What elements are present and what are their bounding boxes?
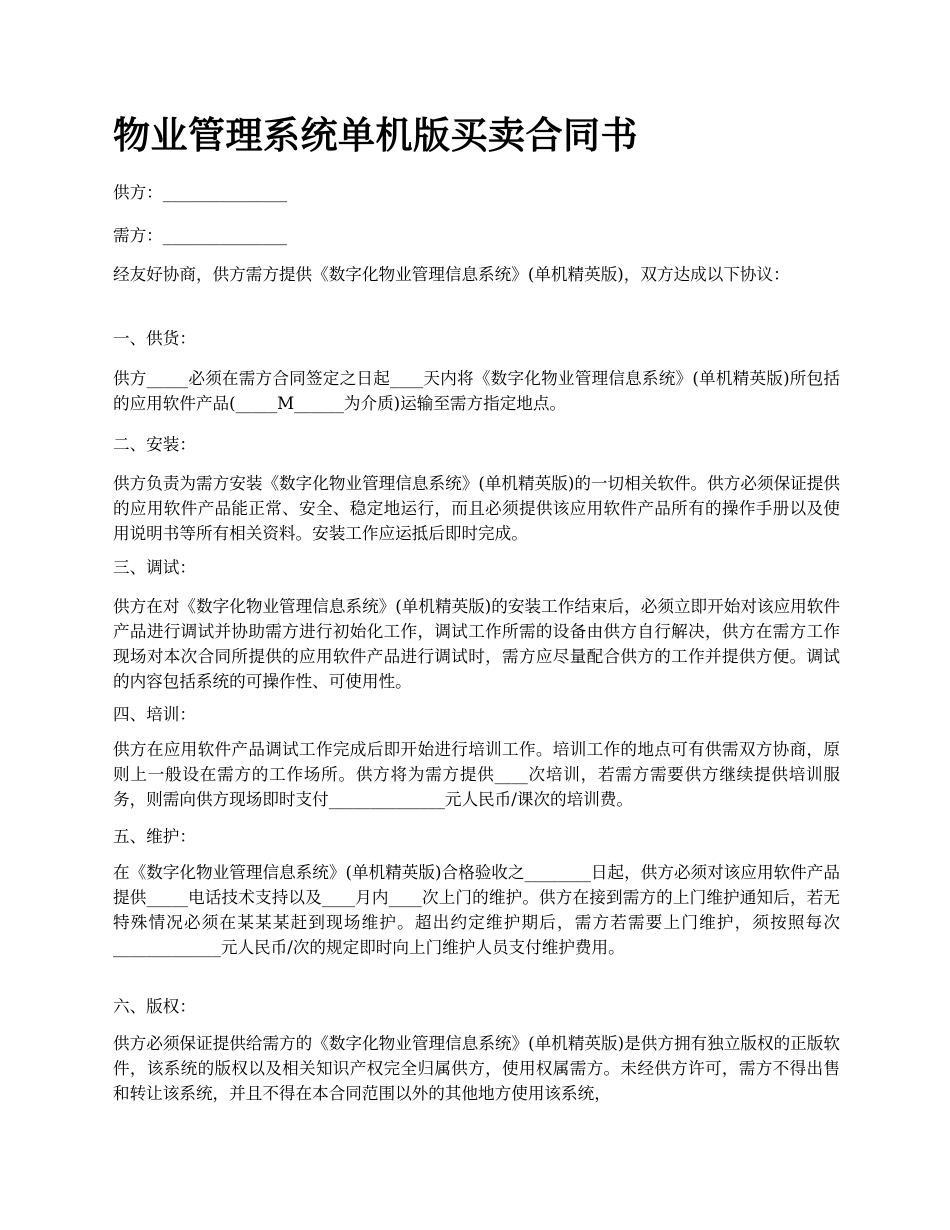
- section-body-supply: 供方_____必须在需方合同签定之日起____天内将《数字化物业管理信息系统》(单机精英版)所包括的应用软件产品(_____M______为介质)运输至需方指定地点。: [113, 369, 840, 413]
- section-heading-supply: 一、供货：: [113, 329, 196, 348]
- section-body-installation: 供方负责为需方安装《数字化物业管理信息系统》(单机精英版)的一切相关软件。供方必须保证提供的应用软件产品能正常、安全、稳定地运行，而且必须提供该应用软件产品所有的操作手册以及使用说明书等所有相关资料。安装工作应运抵后即时完成。: [113, 474, 840, 543]
- section-body-debugging: 供方在对《数字化物业管理信息系统》(单机精英版)的安装工作结束后，必须立即开始对该应用软件产品进行调试并协助需方进行初始化工作，调试工作所需的设备由供方自行解决，供方在需方工作现场对本次合同所提供的应用软件产品进行调试时，需方应尽量配合供方的工作并提供方便。调试的内容包括系统的可操作性、可使用性。: [113, 597, 840, 691]
- section-heading-debugging: 三、调试：: [113, 558, 196, 577]
- document-title: 物业管理系统单机版买卖合同书: [113, 113, 638, 157]
- section-heading-maintenance: 五、维护：: [113, 827, 196, 846]
- section-heading-training: 四、培训：: [113, 705, 196, 724]
- section-body-copyright: 供方必须保证提供给需方的《数字化物业管理信息系统》(单机精英版)是供方拥有独立版权的正版软件，该系统的版权以及相关知识产权完全归属供方，使用权属需方。未经供方许可，需方不得出售和转让该系统，并且不得在本合同范围以外的其他地方使用该系统，: [113, 1034, 840, 1103]
- section-heading-copyright: 六、版权：: [113, 997, 196, 1016]
- supplier-line: 供方：_______________: [113, 183, 288, 202]
- section-body-maintenance: 在《数字化物业管理信息系统》(单机精英版)合格验收之________日起，供方必须对该应用软件产品提供_____电话技术支持以及____月内____次上门的维护。供方在接到需方的上门维护通知后，若无特殊情况必须在某某某赶到现场维护。超出约定维护期后，需方若需要上门维护，须按照每次_____________元人民币/次的规定即时向上门维护人员支付维护费用。: [113, 863, 840, 957]
- buyer-line: 需方：_______________: [113, 226, 288, 245]
- section-body-training: 供方在应用软件产品调试工作完成后即开始进行培训工作。培训工作的地点可有供需双方协商，原则上一般设在需方的工作场所。供方将为需方提供____次培训，若需方需要供方继续提供培训服务，则需向供方现场即时支付______________元人民币/课次的培训费。: [113, 740, 840, 809]
- intro-paragraph: 经友好协商，供方需方提供《数字化物业管理信息系统》(单机精英版)，双方达成以下协议：: [113, 265, 790, 284]
- section-heading-installation: 二、安装：: [113, 435, 196, 454]
